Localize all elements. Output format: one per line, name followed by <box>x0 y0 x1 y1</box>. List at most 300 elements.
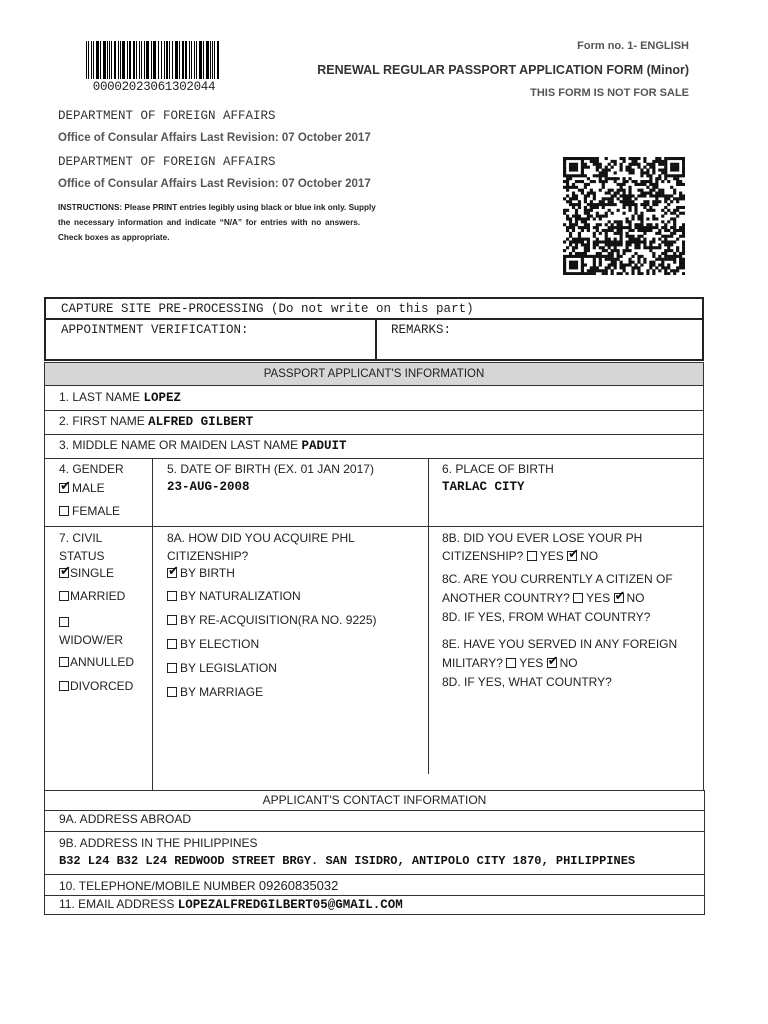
qr-module <box>646 180 649 183</box>
qr-module <box>640 217 643 220</box>
qr-module <box>599 255 602 258</box>
qr-module <box>623 194 626 197</box>
qr-module <box>643 229 646 232</box>
qr-module <box>614 194 617 197</box>
qr-module <box>614 232 617 235</box>
civil-widow-option[interactable] <box>59 613 123 649</box>
qr-module <box>611 203 614 206</box>
qr-module <box>628 192 631 195</box>
qr-module <box>628 261 631 264</box>
qr-module <box>608 163 611 166</box>
qr-module <box>664 240 667 243</box>
qr-module <box>637 217 640 220</box>
qr-module <box>569 243 572 246</box>
qr-module <box>572 194 575 197</box>
qr-module <box>578 217 581 220</box>
qr-module <box>563 240 566 243</box>
qr-module <box>661 209 664 212</box>
qr-module <box>652 226 655 229</box>
qr-module <box>667 249 670 252</box>
office-1: Office of Consular Affairs Last Revision: 07 October 2017 <box>58 132 371 144</box>
qr-module <box>593 217 596 220</box>
qr-module <box>631 157 634 160</box>
by-election-checkbox[interactable] <box>167 639 177 649</box>
qr-module <box>640 174 643 177</box>
qr-module <box>649 263 652 266</box>
qr-module <box>587 166 590 169</box>
email-value[interactable]: LOPEZALFREDGILBERT05@GMAIL.COM <box>177 898 403 912</box>
qr-module <box>679 255 682 258</box>
qr-module <box>640 194 643 197</box>
civil-annulled-option[interactable] <box>59 655 134 669</box>
by-naturalization-checkbox[interactable] <box>167 591 177 601</box>
qr-module <box>679 226 682 229</box>
qr-module <box>631 269 634 272</box>
qr-module <box>664 177 667 180</box>
qr-module <box>572 240 575 243</box>
qr-module <box>563 269 566 272</box>
qr-module <box>646 174 649 177</box>
by-legislation-checkbox[interactable] <box>167 663 177 673</box>
female-label: FEMALE <box>72 504 121 518</box>
qr-module <box>661 263 664 266</box>
qr-module <box>578 206 581 209</box>
by-reacquisition-checkbox[interactable] <box>167 615 177 625</box>
qr-module <box>634 163 637 166</box>
qr-module <box>599 246 602 249</box>
qr-module <box>608 169 611 172</box>
qr-module <box>572 246 575 249</box>
qr-module <box>581 255 584 258</box>
qr-module <box>658 229 661 232</box>
qr-code <box>563 157 685 275</box>
qr-module <box>575 209 578 212</box>
qr-module <box>631 240 634 243</box>
q8c-no-checkbox[interactable] <box>614 593 624 603</box>
qr-module <box>563 160 566 163</box>
qr-module <box>611 252 614 255</box>
qr-module <box>620 163 623 166</box>
qr-module <box>637 157 640 160</box>
qr-module <box>658 189 661 192</box>
qr-module <box>596 223 599 226</box>
qr-module <box>652 217 655 220</box>
qr-module <box>587 223 590 226</box>
qr-module <box>679 266 682 269</box>
qr-module <box>563 266 566 269</box>
qr-module <box>652 261 655 264</box>
qr-module <box>596 240 599 243</box>
qr-module <box>575 243 578 246</box>
qr-module <box>611 272 614 275</box>
qr-module <box>587 209 590 212</box>
barcode-bar <box>153 41 156 79</box>
qr-module <box>655 197 658 200</box>
qr-module <box>605 180 608 183</box>
qr-module <box>578 232 581 235</box>
qr-module <box>634 226 637 229</box>
qr-module <box>566 209 569 212</box>
qr-module <box>658 177 661 180</box>
qr-module <box>584 255 587 258</box>
qr-module <box>673 226 676 229</box>
qr-module <box>634 180 637 183</box>
annulled-checkbox[interactable] <box>59 657 69 667</box>
qr-module <box>664 252 667 255</box>
qr-module <box>652 160 655 163</box>
qr-module <box>670 166 673 169</box>
qr-module <box>673 177 676 180</box>
qr-module <box>649 246 652 249</box>
qr-module <box>655 203 658 206</box>
qr-module <box>634 246 637 249</box>
qr-module <box>628 206 631 209</box>
qr-module <box>673 157 676 160</box>
q8e-label-line2: MILITARY? <box>442 656 503 670</box>
qr-module <box>658 194 661 197</box>
qr-module <box>628 209 631 212</box>
qr-module <box>652 255 655 258</box>
qr-module <box>631 266 634 269</box>
qr-module <box>673 217 676 220</box>
qr-module <box>563 258 566 261</box>
qr-module <box>566 246 569 249</box>
instructions-line-2: the necessary information and indicate “N/A” for entries with no answers. <box>58 218 361 227</box>
qr-module <box>611 177 614 180</box>
qr-module <box>620 272 623 275</box>
qr-module <box>643 261 646 264</box>
qr-module <box>608 238 611 241</box>
qr-module <box>623 197 626 200</box>
qr-module <box>631 217 634 220</box>
qr-module <box>637 223 640 226</box>
qr-module <box>664 157 667 160</box>
qr-module <box>664 255 667 258</box>
qr-module <box>602 203 605 206</box>
qr-module <box>569 166 572 169</box>
qr-module <box>661 252 664 255</box>
qr-module <box>605 235 608 238</box>
qr-module <box>587 249 590 252</box>
last-name-label: 1. LAST NAME <box>59 390 141 404</box>
qr-module <box>602 272 605 275</box>
gender-label: 4. GENDER <box>59 462 124 476</box>
qr-module <box>664 163 667 166</box>
email-label: 11. EMAIL ADDRESS <box>59 897 175 911</box>
q8a-birth-option[interactable] <box>167 566 235 580</box>
qr-module <box>652 194 655 197</box>
qr-module <box>617 183 620 186</box>
qr-module <box>652 189 655 192</box>
q8c-label-line1: 8C. ARE YOU CURRENTLY A CITIZEN OF <box>442 572 673 586</box>
qr-module <box>590 266 593 269</box>
qr-module <box>640 229 643 232</box>
last-name-value[interactable]: LOPEZ <box>143 391 181 405</box>
qr-module <box>617 192 620 195</box>
qr-module <box>602 174 605 177</box>
qr-module <box>611 166 614 169</box>
qr-module <box>620 229 623 232</box>
qr-module <box>569 200 572 203</box>
qr-module <box>673 232 676 235</box>
qr-module <box>599 263 602 266</box>
qr-module <box>658 169 661 172</box>
q8a-marriage-option[interactable] <box>167 685 263 699</box>
qr-module <box>569 217 572 220</box>
qr-module <box>673 223 676 226</box>
qr-module <box>649 223 652 226</box>
middle-name-value[interactable]: PADUIT <box>301 439 347 453</box>
qr-module <box>670 232 673 235</box>
civil-single-option[interactable] <box>59 566 114 580</box>
qr-module <box>679 192 682 195</box>
qr-module <box>625 232 628 235</box>
qr-module <box>623 226 626 229</box>
qr-module <box>596 266 599 269</box>
qr-module <box>649 177 652 180</box>
qr-module <box>566 183 569 186</box>
qr-module <box>572 157 575 160</box>
by-birth-checkbox[interactable] <box>167 568 177 578</box>
qr-module <box>605 232 608 235</box>
qr-module <box>623 192 626 195</box>
q8d-what-country-label: 8D. IF YES, WHAT COUNTRY? <box>442 675 612 689</box>
qr-module <box>682 246 685 249</box>
qr-module <box>608 192 611 195</box>
qr-module <box>667 258 670 261</box>
male-checkbox[interactable] <box>59 483 69 493</box>
qr-module <box>620 183 623 186</box>
qr-module <box>611 243 614 246</box>
qr-module <box>682 194 685 197</box>
gender-male-option[interactable] <box>59 481 105 495</box>
qr-module <box>649 174 652 177</box>
barcode-bar <box>164 41 165 79</box>
qr-module <box>593 263 596 266</box>
qr-module <box>640 255 643 258</box>
barcode-bar <box>86 41 87 79</box>
qr-module <box>599 163 602 166</box>
middle-name-label: 3. MIDDLE NAME OR MAIDEN LAST NAME <box>59 438 299 452</box>
qr-module <box>620 186 623 189</box>
qr-module <box>640 226 643 229</box>
qr-module <box>634 240 637 243</box>
qr-module <box>563 174 566 177</box>
qr-module <box>664 194 667 197</box>
qr-module <box>572 174 575 177</box>
qr-module <box>637 163 640 166</box>
qr-module <box>566 238 569 241</box>
qr-module <box>590 200 593 203</box>
gender-female-option[interactable] <box>59 504 120 518</box>
qr-module <box>623 200 626 203</box>
qr-module <box>611 269 614 272</box>
qr-module <box>682 243 685 246</box>
qr-module <box>652 169 655 172</box>
qr-module <box>628 263 631 266</box>
qr-module <box>563 263 566 266</box>
qr-module <box>652 246 655 249</box>
barcode-bar <box>214 41 215 79</box>
qr-module <box>664 169 667 172</box>
qr-module <box>611 249 614 252</box>
qr-module <box>631 200 634 203</box>
qr-module <box>667 194 670 197</box>
qr-module <box>617 255 620 258</box>
civil-status-label <box>59 529 105 565</box>
phone-value[interactable]: 09260835032 <box>258 878 339 893</box>
department-2: DEPARTMENT OF FOREIGN AFFAIRS <box>58 155 276 169</box>
qr-module <box>649 243 652 246</box>
qr-module <box>614 240 617 243</box>
qr-module <box>575 186 578 189</box>
male-label: MALE <box>72 481 105 495</box>
first-name-value[interactable]: ALFRED GILBERT <box>148 415 254 429</box>
qr-module <box>614 163 617 166</box>
single-label: SINGLE <box>70 566 115 580</box>
q8c-yes-checkbox[interactable] <box>573 593 583 603</box>
last-name-row <box>59 390 181 405</box>
qr-module <box>581 240 584 243</box>
q8a-naturalization-option[interactable] <box>167 589 301 603</box>
qr-module <box>637 246 640 249</box>
qr-module <box>602 255 605 258</box>
qr-module <box>658 258 661 261</box>
qr-module <box>670 169 673 172</box>
female-checkbox[interactable] <box>59 506 69 516</box>
qr-module <box>670 258 673 261</box>
qr-module <box>611 194 614 197</box>
qr-module <box>575 220 578 223</box>
qr-module <box>658 232 661 235</box>
qr-module <box>661 226 664 229</box>
qr-module <box>643 194 646 197</box>
qr-module <box>590 215 593 218</box>
qr-module <box>637 272 640 275</box>
q8a-election-option[interactable] <box>167 637 259 651</box>
qr-module <box>667 209 670 212</box>
qr-module <box>664 249 667 252</box>
qr-module <box>634 160 637 163</box>
qr-module <box>602 171 605 174</box>
single-checkbox[interactable] <box>59 568 69 578</box>
qr-module <box>679 157 682 160</box>
qr-module <box>682 206 685 209</box>
qr-module <box>634 197 637 200</box>
by-marriage-checkbox[interactable] <box>167 687 177 697</box>
qr-module <box>625 272 628 275</box>
qr-module <box>593 197 596 200</box>
qr-module <box>643 157 646 160</box>
qr-module <box>631 160 634 163</box>
qr-module <box>596 160 599 163</box>
qr-module <box>587 217 590 220</box>
qr-module <box>640 192 643 195</box>
qr-module <box>658 243 661 246</box>
married-checkbox[interactable] <box>59 591 69 601</box>
dob-value[interactable]: 23-AUG-2008 <box>167 480 250 494</box>
civil-married-option[interactable] <box>59 589 125 603</box>
qr-module <box>572 206 575 209</box>
qr-module <box>661 180 664 183</box>
q8b-no-checkbox[interactable] <box>567 551 577 561</box>
qr-module <box>664 266 667 269</box>
qr-module <box>623 252 626 255</box>
qr-module <box>572 166 575 169</box>
barcode-bar <box>100 41 101 79</box>
qr-module <box>679 194 682 197</box>
qr-module <box>625 263 628 266</box>
address-ph-value[interactable]: B32 L24 B32 L24 REDWOOD STREET BRGY. SAN ISIDRO, ANTIPOLO CITY 1870, PHILIPPINES <box>59 854 636 868</box>
q8e-yes-checkbox[interactable] <box>506 658 516 668</box>
qr-module <box>596 243 599 246</box>
qr-module <box>679 235 682 238</box>
pob-value[interactable]: TARLAC CITY <box>442 480 525 494</box>
q8b-yes-checkbox[interactable] <box>527 551 537 561</box>
qr-module <box>605 166 608 169</box>
qr-module <box>673 261 676 264</box>
qr-module <box>661 189 664 192</box>
qr-module <box>637 166 640 169</box>
qr-module <box>628 189 631 192</box>
qr-module <box>587 215 590 218</box>
q8a-label <box>167 529 355 565</box>
first-name-label: 2. FIRST NAME <box>59 414 145 428</box>
qr-module <box>620 240 623 243</box>
qr-module <box>584 246 587 249</box>
barcode-bar <box>146 41 149 79</box>
qr-module <box>646 186 649 189</box>
widow-checkbox[interactable] <box>59 617 69 627</box>
qr-module <box>578 203 581 206</box>
q8a-reacquisition-option[interactable] <box>167 613 377 627</box>
civil-divorced-option[interactable] <box>59 679 133 693</box>
q8a-legislation-option[interactable] <box>167 661 277 675</box>
qr-module <box>625 246 628 249</box>
qr-module <box>637 235 640 238</box>
qr-module <box>590 269 593 272</box>
qr-module <box>673 229 676 232</box>
qr-module <box>575 223 578 226</box>
qr-module <box>569 255 572 258</box>
qr-module <box>584 163 587 166</box>
qr-module <box>611 261 614 264</box>
qr-module <box>575 261 578 264</box>
qr-module <box>575 203 578 206</box>
qr-module <box>634 183 637 186</box>
qr-module <box>563 163 566 166</box>
qr-module <box>676 169 679 172</box>
qr-module <box>673 163 676 166</box>
qr-module <box>623 203 626 206</box>
qr-module <box>637 258 640 261</box>
qr-module <box>593 266 596 269</box>
qr-module <box>620 223 623 226</box>
qr-module <box>664 226 667 229</box>
qr-module <box>631 163 634 166</box>
qr-module <box>634 203 637 206</box>
qr-module <box>667 272 670 275</box>
qr-module <box>623 189 626 192</box>
qr-module <box>640 212 643 215</box>
q8e-no-checkbox[interactable] <box>547 658 557 668</box>
qr-module <box>575 272 578 275</box>
qr-module <box>614 160 617 163</box>
qr-module <box>670 240 673 243</box>
qr-module <box>661 261 664 264</box>
qr-module <box>679 180 682 183</box>
divorced-checkbox[interactable] <box>59 681 69 691</box>
